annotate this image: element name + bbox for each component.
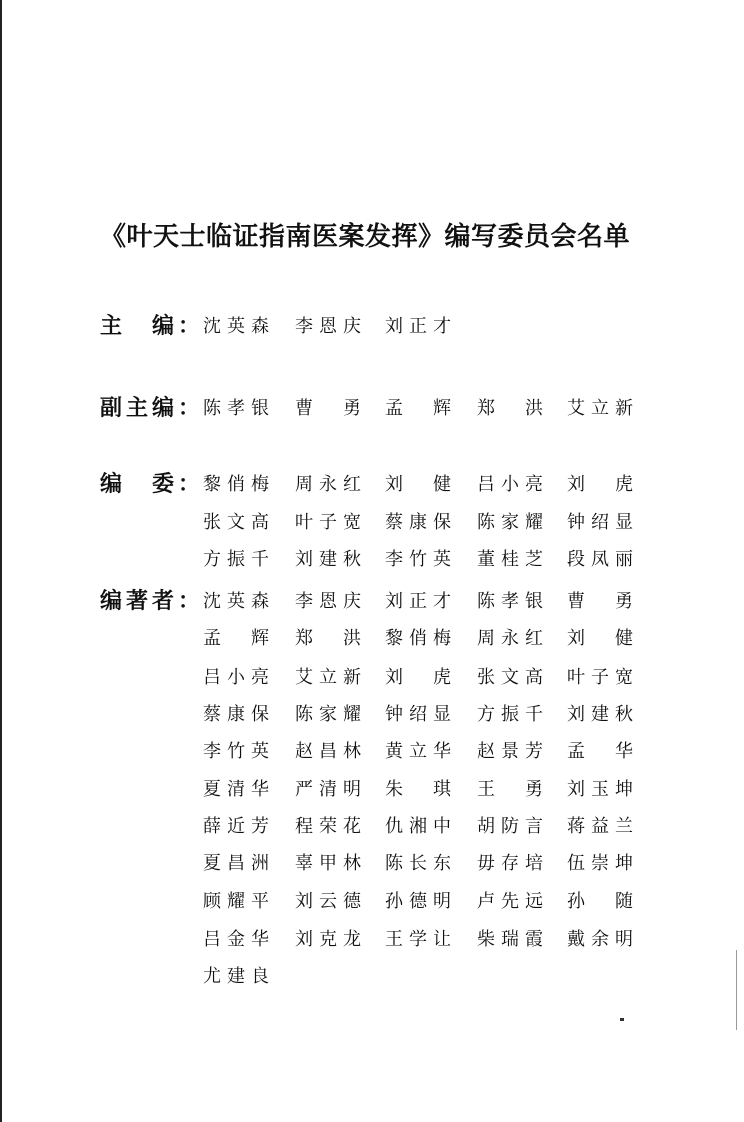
person-name: 刘建秋 bbox=[567, 704, 633, 725]
person-name: 刘虎 bbox=[567, 474, 633, 495]
person-name: 戴余明 bbox=[567, 929, 633, 950]
section-label: 编著者： bbox=[100, 589, 200, 614]
person-name: 陈孝银 bbox=[477, 591, 543, 612]
person-name: 陈家耀 bbox=[477, 512, 543, 533]
person-name: 朱琪 bbox=[385, 779, 451, 800]
person-name: 刘玉坤 bbox=[567, 779, 633, 800]
person-name: 辜甲林 bbox=[295, 853, 361, 874]
person-name: 蒋益兰 bbox=[567, 816, 633, 837]
person-name: 孙随 bbox=[567, 891, 633, 912]
person-name: 董桂芝 bbox=[477, 549, 543, 570]
person-name: 黎俏梅 bbox=[385, 628, 451, 649]
person-name: 叶子宽 bbox=[567, 667, 633, 688]
person-name: 刘云德 bbox=[295, 891, 361, 912]
person-name: 蔡康保 bbox=[203, 704, 269, 725]
person-name: 卢先远 bbox=[477, 891, 543, 912]
person-name: 黎俏梅 bbox=[203, 474, 269, 495]
scan-speck bbox=[620, 1018, 624, 1021]
person-name: 李恩庆 bbox=[295, 591, 361, 612]
person-name: 郑洪 bbox=[295, 628, 361, 649]
person-name: 孙德明 bbox=[385, 891, 451, 912]
person-name: 陈孝银 bbox=[203, 398, 269, 419]
person-name: 吕小亮 bbox=[203, 667, 269, 688]
person-name: 仇湘中 bbox=[385, 816, 451, 837]
person-name: 赵景芳 bbox=[477, 741, 543, 762]
person-name: 曹勇 bbox=[295, 398, 361, 419]
person-name: 刘健 bbox=[385, 474, 451, 495]
person-name: 刘虎 bbox=[385, 667, 451, 688]
person-name: 方振千 bbox=[203, 549, 269, 570]
person-name: 薛近芳 bbox=[203, 816, 269, 837]
person-name: 夏昌洲 bbox=[203, 853, 269, 874]
person-name: 曹勇 bbox=[567, 591, 633, 612]
person-name: 夏清华 bbox=[203, 779, 269, 800]
person-name: 艾立新 bbox=[567, 398, 633, 419]
person-name: 刘健 bbox=[567, 628, 633, 649]
person-name: 顾耀平 bbox=[203, 891, 269, 912]
person-name: 段凤丽 bbox=[567, 549, 633, 570]
person-name: 毋存培 bbox=[477, 853, 543, 874]
person-name: 方振千 bbox=[477, 704, 543, 725]
person-name: 艾立新 bbox=[295, 667, 361, 688]
person-name: 叶子宽 bbox=[295, 512, 361, 533]
person-name: 刘建秋 bbox=[295, 549, 361, 570]
section-label: 主 编： bbox=[100, 314, 200, 339]
section-label: 编 委： bbox=[100, 472, 200, 497]
page-title: 《叶天士临证指南医案发挥》编写委员会名单 bbox=[100, 222, 631, 252]
person-name: 吕小亮 bbox=[477, 474, 543, 495]
person-name: 胡防言 bbox=[477, 816, 543, 837]
person-name: 刘正才 bbox=[385, 591, 451, 612]
person-name: 吕金华 bbox=[203, 929, 269, 950]
person-name: 孟华 bbox=[567, 741, 633, 762]
person-name: 张文高 bbox=[477, 667, 543, 688]
person-name: 赵昌林 bbox=[295, 741, 361, 762]
person-name: 刘克龙 bbox=[295, 929, 361, 950]
person-name: 黄立华 bbox=[385, 741, 451, 762]
scan-edge-marks bbox=[736, 950, 737, 1030]
person-name: 严清明 bbox=[295, 779, 361, 800]
person-name: 王勇 bbox=[477, 779, 543, 800]
person-name: 周永红 bbox=[477, 628, 543, 649]
person-name: 郑洪 bbox=[477, 398, 543, 419]
person-name: 刘正才 bbox=[385, 316, 451, 337]
person-name: 钟绍显 bbox=[385, 704, 451, 725]
person-name: 伍崇坤 bbox=[567, 853, 633, 874]
person-name: 沈英森 bbox=[203, 316, 269, 337]
person-name: 孟辉 bbox=[203, 628, 269, 649]
person-name: 蔡康保 bbox=[385, 512, 451, 533]
person-name: 陈长东 bbox=[385, 853, 451, 874]
section-label: 副主编： bbox=[100, 396, 200, 421]
person-name: 王学让 bbox=[385, 929, 451, 950]
person-name: 柴瑞霞 bbox=[477, 929, 543, 950]
person-name: 程荣花 bbox=[295, 816, 361, 837]
person-name: 钟绍显 bbox=[567, 512, 633, 533]
person-name: 李竹英 bbox=[203, 741, 269, 762]
person-name: 孟辉 bbox=[385, 398, 451, 419]
page-edge-line bbox=[0, 0, 2, 1122]
person-name: 李竹英 bbox=[385, 549, 451, 570]
person-name: 尤建良 bbox=[203, 966, 269, 987]
person-name: 陈家耀 bbox=[295, 704, 361, 725]
person-name: 李恩庆 bbox=[295, 316, 361, 337]
person-name: 周永红 bbox=[295, 474, 361, 495]
person-name: 张文高 bbox=[203, 512, 269, 533]
person-name: 沈英森 bbox=[203, 591, 269, 612]
